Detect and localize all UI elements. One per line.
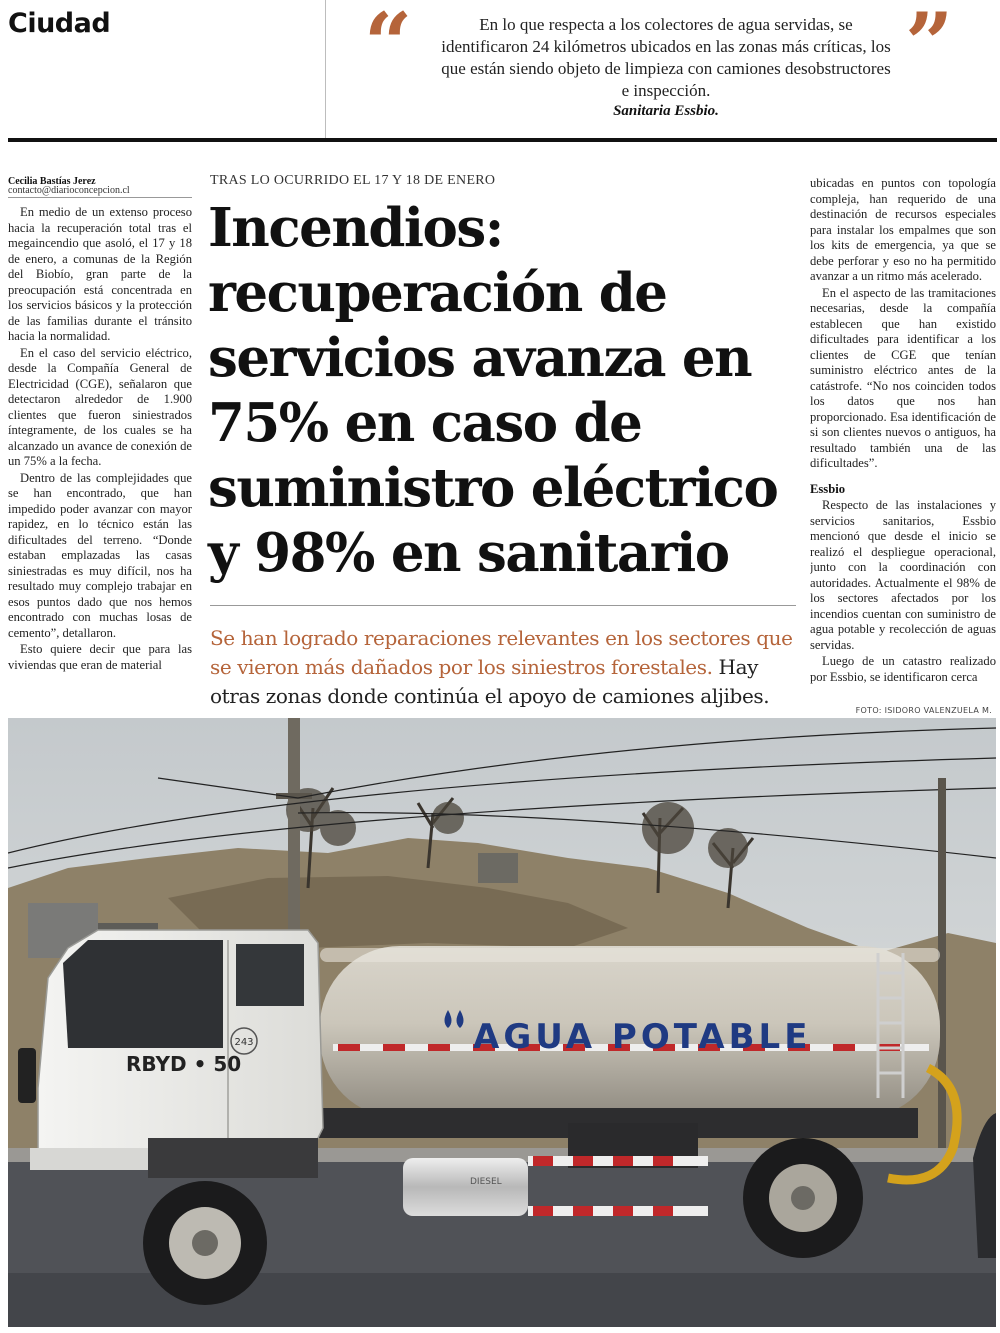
header-rule [8,138,997,142]
body-paragraph: En medio de un extenso proceso hacia la recuperación total tras el megaincendio que asoló, el 17 y 18 de enero, a comunas de la Región del Biobío, gran parte de la preocupación está concentrada en los servicios básicos y la protección de las familias durante el tránsito hacia la normalidad. [8,205,192,343]
water-truck-illustration [8,718,996,1327]
body-paragraph: En el aspecto de las tramitaciones necesarias, desde la compañía establecen que han existido dificultades para identificar a los clientes de CGE que tenían suministro eléctrico antes de la catástrofe. “No nos coinciden todos los datos que nos han proporcionado. Esa identificación de si son clientes nuevos o antiguos, ha resultado también una de las dificultades”. [810,285,996,470]
body-paragraph: Esto quiere decir que para las viviendas que eran de material [8,642,192,672]
header-divider [325,0,326,140]
tank-lettering: AGUA POTABLE [473,1017,812,1057]
headline [208,196,798,586]
pull-quote-text: En lo que respecta a los colectores de agua servidas, se identificaron 24 kilómetros ubicados en las zonas más críticas, los que están siendo objeto de limpieza con camiones desobstructores e inspección. [441,15,891,100]
deck [210,624,796,711]
deck-rule [210,605,796,606]
headline-regular: en caso de suministro eléctrico y 98% en sanitario [208,392,778,584]
body-paragraph: En el caso del servicio eléctrico, desde la Compañía General de Electricidad (CGE), señalaron que detectaron alrededor de 1.900 clientes que fueron siniestrados íntegramente, de los cuales se ha alcanzado un avance de conexión de un 75% a la fecha. [8,345,192,468]
fuel-tank-label: DIESEL [470,1177,502,1187]
rear-wheel [743,1138,863,1258]
truck-plate: RBYD • 50 [126,1052,242,1076]
front-wheel [143,1181,267,1305]
body-paragraph: Dentro de las complejidades que se han encontrado, que han impedido poder avanzar con mayor rapidez, en lo técnico están las dificultades del terreno. “Donde estaban emplazadas las casas siniestradas es muy difícil, nos ha resultado muy complejo trabajar en esos puntos dado que nos hemos encontrado con muchas losas de cemento”, detallaron. [8,470,192,640]
section-label: Ciudad [8,8,111,39]
article-column-right [810,176,996,706]
article-column-left [8,205,192,705]
unit-number: 243 [234,1037,254,1048]
quote-close-mark: ” [905,0,954,93]
byline-rule [8,197,192,198]
deck-highlight: Se han logrado reparaciones relevantes en los sectores que se vieron más dañados por los siniestros forestales. [210,626,793,679]
deck-rest: Hay otras zonas donde continúa el apoyo de camiones aljibes. [210,655,770,708]
body-paragraph: Respecto de las instalaciones y servicios sanitarios, Essbio mencionó que desde el inicio se realizó el despliegue operacional, junto con la coordinación con autoridades. Actualmente el 98% de los sectores afectados por los incendios cuentan con suministro de agua potable y recolección de aguas servidas. [810,498,996,652]
kicker: TRAS LO OCURRIDO EL 17 Y 18 DE ENERO [210,173,496,188]
byline-email[interactable]: contacto@diarioconcepcion.cl [8,185,130,196]
news-photo [8,718,996,1327]
pull-quote-source: Sanitaria Essbio. [613,103,719,119]
subhead-essbio: Essbio [810,481,846,496]
byline-author: Cecilia Bastías Jerez [8,176,96,187]
headline-bold: Incendios: recuperación de servicios avanza en 75% [208,197,752,454]
quote-open-mark: “ [364,0,413,93]
body-paragraph: Luego de un catastro realizado por Essbio, se identificaron cerca [810,654,996,684]
photo-credit: FOTO: ISIDORO VALENZUELA M. [855,706,992,715]
body-paragraph: ubicadas en puntos con topología compleja, han requerido de una destinación de recursos especiales para instalar los empalmes que son los kits de emergencia, ya que se debe perforar y eso no ha permitido avanzar a un ritmo más acelerado. [810,176,996,283]
